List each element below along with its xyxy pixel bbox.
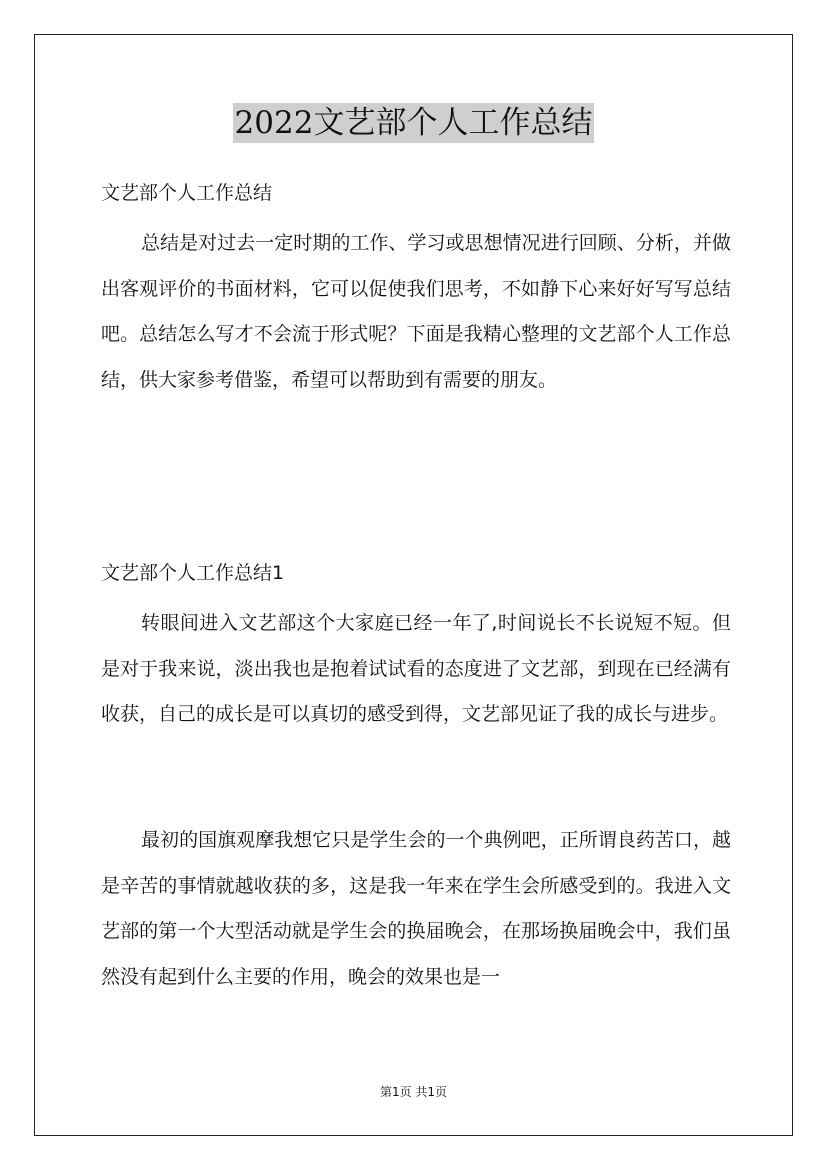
- section1-heading: 文艺部个人工作总结1: [101, 562, 285, 584]
- intro-paragraph: 总结是对过去一定时期的工作、学习或思想情况进行回顾、分析，并做出客观评价的书面材料，它可以促使我们思考，不如静下心来好好写写总结吧。总结怎么写才不会流于形式呢？下面是我精心整理的文艺部个人工作总结，供大家参考借鉴，希望可以帮助到有需要的朋友。: [101, 232, 731, 391]
- document-title-wrap: [0, 103, 827, 143]
- document-title: 2022文艺部个人工作总结: [234, 105, 593, 141]
- section1-paragraph-2: 最初的国旗观摩我想它只是学生会的一个典例吧，正所谓良药苦口，越是辛苦的事情就越收获的多，这是我一年来在学生会所感受到的。我进入文艺部的第一个大型活动就是学生会的换届晚会，在那场换届晚会中，我们虽然没有起到什么主要的作用，晚会的效果也是一: [101, 829, 731, 988]
- intro-heading: 文艺部个人工作总结: [101, 182, 273, 204]
- section1-paragraph-1: 转眼间进入文艺部这个大家庭已经一年了,时间说长不长说短不短。但是对于我来说，淡出我也是抱着试试看的态度进了文艺部，到现在已经满有收获，自己的成长是可以真切的感受到得，文艺部见证了我的成长与进步。: [101, 612, 731, 725]
- page-footer: 第1页 共1页: [379, 1085, 448, 1099]
